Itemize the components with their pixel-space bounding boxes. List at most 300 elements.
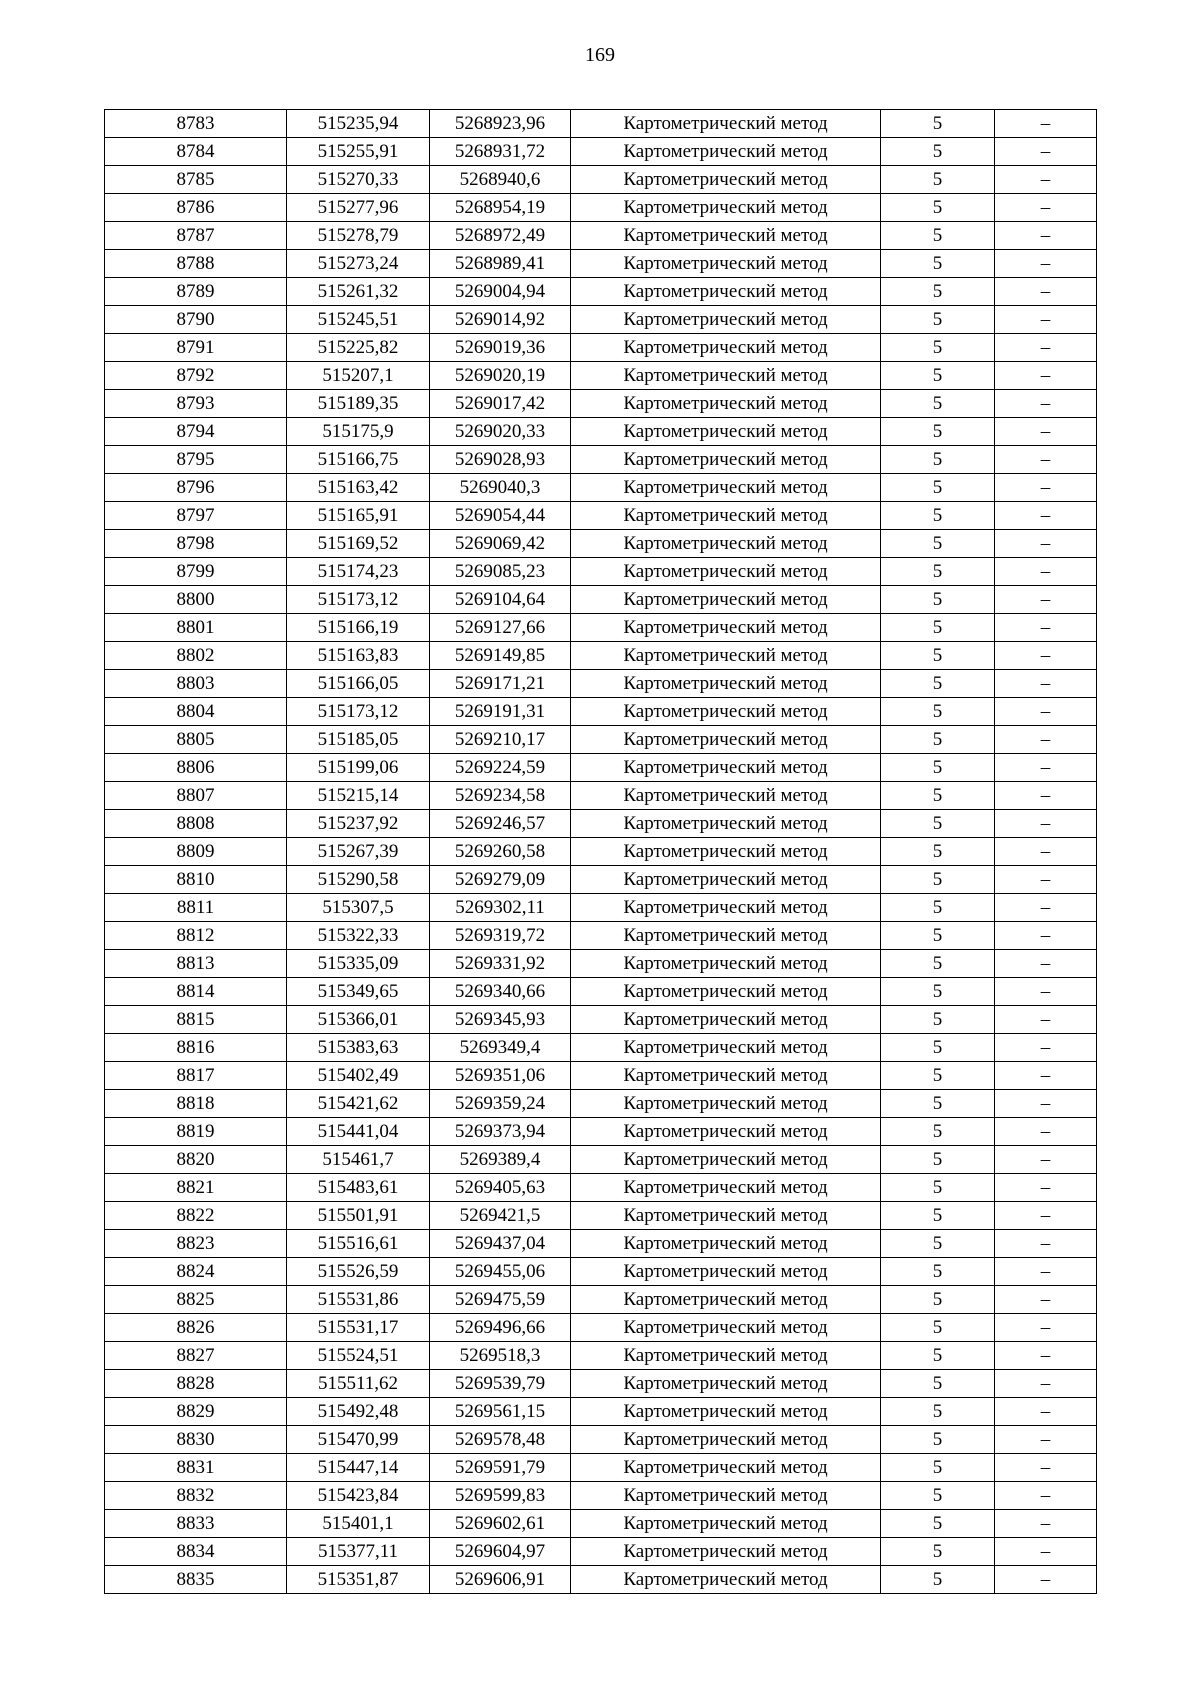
point-number-cell: 8821 bbox=[105, 1174, 287, 1202]
table-row bbox=[105, 474, 1097, 502]
table-row bbox=[105, 446, 1097, 474]
y-coordinate-cell: 5268989,41 bbox=[430, 250, 571, 278]
description-cell: – bbox=[995, 222, 1097, 250]
point-number-cell: 8810 bbox=[105, 866, 287, 894]
y-coordinate-cell: 5268972,49 bbox=[430, 222, 571, 250]
table-row bbox=[105, 558, 1097, 586]
description-cell: – bbox=[995, 1286, 1097, 1314]
x-coordinate-cell: 515531,86 bbox=[287, 1286, 430, 1314]
description-cell: – bbox=[995, 278, 1097, 306]
description-cell: – bbox=[995, 894, 1097, 922]
method-cell: Картометрический метод bbox=[571, 390, 881, 418]
table-row bbox=[105, 1258, 1097, 1286]
x-coordinate-cell: 515290,58 bbox=[287, 866, 430, 894]
method-cell: Картометрический метод bbox=[571, 418, 881, 446]
y-coordinate-cell: 5269260,58 bbox=[430, 838, 571, 866]
table-row bbox=[105, 586, 1097, 614]
accuracy-cell: 5 bbox=[881, 1146, 995, 1174]
method-cell: Картометрический метод bbox=[571, 950, 881, 978]
y-coordinate-cell: 5269373,94 bbox=[430, 1118, 571, 1146]
point-number-cell: 8796 bbox=[105, 474, 287, 502]
method-cell: Картометрический метод bbox=[571, 1034, 881, 1062]
method-cell: Картометрический метод bbox=[571, 1370, 881, 1398]
description-cell: – bbox=[995, 922, 1097, 950]
x-coordinate-cell: 515349,65 bbox=[287, 978, 430, 1006]
x-coordinate-cell: 515526,59 bbox=[287, 1258, 430, 1286]
method-cell: Картометрический метод bbox=[571, 782, 881, 810]
table-row bbox=[105, 894, 1097, 922]
method-cell: Картометрический метод bbox=[571, 1090, 881, 1118]
description-cell: – bbox=[995, 1090, 1097, 1118]
method-cell: Картометрический метод bbox=[571, 474, 881, 502]
x-coordinate-cell: 515402,49 bbox=[287, 1062, 430, 1090]
point-number-cell: 8801 bbox=[105, 614, 287, 642]
description-cell: – bbox=[995, 138, 1097, 166]
point-number-cell: 8790 bbox=[105, 306, 287, 334]
table-row bbox=[105, 1426, 1097, 1454]
table-row bbox=[105, 1454, 1097, 1482]
accuracy-cell: 5 bbox=[881, 1510, 995, 1538]
x-coordinate-cell: 515169,52 bbox=[287, 530, 430, 558]
table-row bbox=[105, 194, 1097, 222]
description-cell: – bbox=[995, 1426, 1097, 1454]
description-cell: – bbox=[995, 1510, 1097, 1538]
accuracy-cell: 5 bbox=[881, 194, 995, 222]
accuracy-cell: 5 bbox=[881, 950, 995, 978]
description-cell: – bbox=[995, 810, 1097, 838]
coordinates-table bbox=[104, 109, 1097, 1594]
y-coordinate-cell: 5268954,19 bbox=[430, 194, 571, 222]
method-cell: Картометрический метод bbox=[571, 194, 881, 222]
accuracy-cell: 5 bbox=[881, 530, 995, 558]
point-number-cell: 8783 bbox=[105, 110, 287, 138]
method-cell: Картометрический метод bbox=[571, 362, 881, 390]
x-coordinate-cell: 515199,06 bbox=[287, 754, 430, 782]
y-coordinate-cell: 5269351,06 bbox=[430, 1062, 571, 1090]
x-coordinate-cell: 515447,14 bbox=[287, 1454, 430, 1482]
point-number-cell: 8792 bbox=[105, 362, 287, 390]
table-row bbox=[105, 922, 1097, 950]
x-coordinate-cell: 515335,09 bbox=[287, 950, 430, 978]
x-coordinate-cell: 515524,51 bbox=[287, 1342, 430, 1370]
method-cell: Картометрический метод bbox=[571, 698, 881, 726]
point-number-cell: 8820 bbox=[105, 1146, 287, 1174]
y-coordinate-cell: 5269279,09 bbox=[430, 866, 571, 894]
y-coordinate-cell: 5269085,23 bbox=[430, 558, 571, 586]
description-cell: – bbox=[995, 1482, 1097, 1510]
y-coordinate-cell: 5269405,63 bbox=[430, 1174, 571, 1202]
table-row bbox=[105, 782, 1097, 810]
accuracy-cell: 5 bbox=[881, 1398, 995, 1426]
point-number-cell: 8825 bbox=[105, 1286, 287, 1314]
method-cell: Картометрический метод bbox=[571, 250, 881, 278]
y-coordinate-cell: 5269319,72 bbox=[430, 922, 571, 950]
accuracy-cell: 5 bbox=[881, 1202, 995, 1230]
description-cell: – bbox=[995, 754, 1097, 782]
accuracy-cell: 5 bbox=[881, 1034, 995, 1062]
x-coordinate-cell: 515516,61 bbox=[287, 1230, 430, 1258]
point-number-cell: 8823 bbox=[105, 1230, 287, 1258]
y-coordinate-cell: 5269349,4 bbox=[430, 1034, 571, 1062]
accuracy-cell: 5 bbox=[881, 1538, 995, 1566]
y-coordinate-cell: 5269455,06 bbox=[430, 1258, 571, 1286]
point-number-cell: 8802 bbox=[105, 642, 287, 670]
point-number-cell: 8831 bbox=[105, 1454, 287, 1482]
method-cell: Картометрический метод bbox=[571, 866, 881, 894]
accuracy-cell: 5 bbox=[881, 1454, 995, 1482]
x-coordinate-cell: 515173,12 bbox=[287, 698, 430, 726]
point-number-cell: 8797 bbox=[105, 502, 287, 530]
point-number-cell: 8817 bbox=[105, 1062, 287, 1090]
table-row bbox=[105, 1510, 1097, 1538]
method-cell: Картометрический метод bbox=[571, 1314, 881, 1342]
method-cell: Картометрический метод bbox=[571, 1482, 881, 1510]
accuracy-cell: 5 bbox=[881, 838, 995, 866]
x-coordinate-cell: 515237,92 bbox=[287, 810, 430, 838]
description-cell: – bbox=[995, 474, 1097, 502]
coordinates-table-body bbox=[105, 110, 1097, 1594]
method-cell: Картометрический метод bbox=[571, 1538, 881, 1566]
method-cell: Картометрический метод bbox=[571, 446, 881, 474]
x-coordinate-cell: 515273,24 bbox=[287, 250, 430, 278]
y-coordinate-cell: 5269149,85 bbox=[430, 642, 571, 670]
table-row bbox=[105, 810, 1097, 838]
description-cell: – bbox=[995, 1258, 1097, 1286]
x-coordinate-cell: 515267,39 bbox=[287, 838, 430, 866]
y-coordinate-cell: 5269599,83 bbox=[430, 1482, 571, 1510]
method-cell: Картометрический метод bbox=[571, 530, 881, 558]
x-coordinate-cell: 515501,91 bbox=[287, 1202, 430, 1230]
y-coordinate-cell: 5269345,93 bbox=[430, 1006, 571, 1034]
table-row bbox=[105, 362, 1097, 390]
description-cell: – bbox=[995, 978, 1097, 1006]
accuracy-cell: 5 bbox=[881, 502, 995, 530]
table-row bbox=[105, 1286, 1097, 1314]
description-cell: – bbox=[995, 1034, 1097, 1062]
description-cell: – bbox=[995, 782, 1097, 810]
y-coordinate-cell: 5269017,42 bbox=[430, 390, 571, 418]
description-cell: – bbox=[995, 390, 1097, 418]
point-number-cell: 8816 bbox=[105, 1034, 287, 1062]
x-coordinate-cell: 515261,32 bbox=[287, 278, 430, 306]
x-coordinate-cell: 515483,61 bbox=[287, 1174, 430, 1202]
x-coordinate-cell: 515351,87 bbox=[287, 1566, 430, 1594]
point-number-cell: 8805 bbox=[105, 726, 287, 754]
table-row bbox=[105, 754, 1097, 782]
table-row bbox=[105, 978, 1097, 1006]
point-number-cell: 8800 bbox=[105, 586, 287, 614]
method-cell: Картометрический метод bbox=[571, 278, 881, 306]
x-coordinate-cell: 515270,33 bbox=[287, 166, 430, 194]
description-cell: – bbox=[995, 1538, 1097, 1566]
accuracy-cell: 5 bbox=[881, 1342, 995, 1370]
x-coordinate-cell: 515383,63 bbox=[287, 1034, 430, 1062]
point-number-cell: 8793 bbox=[105, 390, 287, 418]
accuracy-cell: 5 bbox=[881, 418, 995, 446]
x-coordinate-cell: 515421,62 bbox=[287, 1090, 430, 1118]
accuracy-cell: 5 bbox=[881, 558, 995, 586]
point-number-cell: 8795 bbox=[105, 446, 287, 474]
point-number-cell: 8811 bbox=[105, 894, 287, 922]
table-row bbox=[105, 1314, 1097, 1342]
y-coordinate-cell: 5269561,15 bbox=[430, 1398, 571, 1426]
description-cell: – bbox=[995, 362, 1097, 390]
accuracy-cell: 5 bbox=[881, 1090, 995, 1118]
accuracy-cell: 5 bbox=[881, 1062, 995, 1090]
accuracy-cell: 5 bbox=[881, 390, 995, 418]
y-coordinate-cell: 5269054,44 bbox=[430, 502, 571, 530]
point-number-cell: 8835 bbox=[105, 1566, 287, 1594]
x-coordinate-cell: 515461,7 bbox=[287, 1146, 430, 1174]
table-row bbox=[105, 1398, 1097, 1426]
method-cell: Картометрический метод bbox=[571, 1202, 881, 1230]
y-coordinate-cell: 5269019,36 bbox=[430, 334, 571, 362]
x-coordinate-cell: 515173,12 bbox=[287, 586, 430, 614]
table-row bbox=[105, 390, 1097, 418]
method-cell: Картометрический метод bbox=[571, 810, 881, 838]
y-coordinate-cell: 5269028,93 bbox=[430, 446, 571, 474]
table-row bbox=[105, 670, 1097, 698]
table-row bbox=[105, 726, 1097, 754]
accuracy-cell: 5 bbox=[881, 1230, 995, 1258]
x-coordinate-cell: 515225,82 bbox=[287, 334, 430, 362]
description-cell: – bbox=[995, 698, 1097, 726]
x-coordinate-cell: 515255,91 bbox=[287, 138, 430, 166]
method-cell: Картометрический метод bbox=[571, 922, 881, 950]
y-coordinate-cell: 5269004,94 bbox=[430, 278, 571, 306]
method-cell: Картометрический метод bbox=[571, 1510, 881, 1538]
point-number-cell: 8834 bbox=[105, 1538, 287, 1566]
x-coordinate-cell: 515377,11 bbox=[287, 1538, 430, 1566]
description-cell: – bbox=[995, 502, 1097, 530]
y-coordinate-cell: 5269604,97 bbox=[430, 1538, 571, 1566]
y-coordinate-cell: 5269191,31 bbox=[430, 698, 571, 726]
y-coordinate-cell: 5268940,6 bbox=[430, 166, 571, 194]
y-coordinate-cell: 5269224,59 bbox=[430, 754, 571, 782]
y-coordinate-cell: 5269302,11 bbox=[430, 894, 571, 922]
table-row bbox=[105, 866, 1097, 894]
table-row bbox=[105, 1342, 1097, 1370]
point-number-cell: 8827 bbox=[105, 1342, 287, 1370]
table-row bbox=[105, 502, 1097, 530]
accuracy-cell: 5 bbox=[881, 810, 995, 838]
x-coordinate-cell: 515165,91 bbox=[287, 502, 430, 530]
table-row bbox=[105, 306, 1097, 334]
description-cell: – bbox=[995, 642, 1097, 670]
y-coordinate-cell: 5269437,04 bbox=[430, 1230, 571, 1258]
description-cell: – bbox=[995, 1174, 1097, 1202]
accuracy-cell: 5 bbox=[881, 222, 995, 250]
y-coordinate-cell: 5269602,61 bbox=[430, 1510, 571, 1538]
method-cell: Картометрический метод bbox=[571, 1258, 881, 1286]
table-row bbox=[105, 1230, 1097, 1258]
accuracy-cell: 5 bbox=[881, 446, 995, 474]
description-cell: – bbox=[995, 334, 1097, 362]
y-coordinate-cell: 5269340,66 bbox=[430, 978, 571, 1006]
description-cell: – bbox=[995, 838, 1097, 866]
point-number-cell: 8806 bbox=[105, 754, 287, 782]
y-coordinate-cell: 5269104,64 bbox=[430, 586, 571, 614]
point-number-cell: 8829 bbox=[105, 1398, 287, 1426]
point-number-cell: 8832 bbox=[105, 1482, 287, 1510]
y-coordinate-cell: 5268931,72 bbox=[430, 138, 571, 166]
table-row bbox=[105, 530, 1097, 558]
table-row bbox=[105, 642, 1097, 670]
table-row bbox=[105, 838, 1097, 866]
table-row bbox=[105, 614, 1097, 642]
y-coordinate-cell: 5269331,92 bbox=[430, 950, 571, 978]
accuracy-cell: 5 bbox=[881, 894, 995, 922]
point-number-cell: 8815 bbox=[105, 1006, 287, 1034]
method-cell: Картометрический метод bbox=[571, 110, 881, 138]
y-coordinate-cell: 5269069,42 bbox=[430, 530, 571, 558]
x-coordinate-cell: 515245,51 bbox=[287, 306, 430, 334]
accuracy-cell: 5 bbox=[881, 250, 995, 278]
description-cell: – bbox=[995, 670, 1097, 698]
method-cell: Картометрический метод bbox=[571, 306, 881, 334]
accuracy-cell: 5 bbox=[881, 698, 995, 726]
x-coordinate-cell: 515235,94 bbox=[287, 110, 430, 138]
point-number-cell: 8818 bbox=[105, 1090, 287, 1118]
x-coordinate-cell: 515175,9 bbox=[287, 418, 430, 446]
point-number-cell: 8804 bbox=[105, 698, 287, 726]
y-coordinate-cell: 5269040,3 bbox=[430, 474, 571, 502]
point-number-cell: 8809 bbox=[105, 838, 287, 866]
method-cell: Картометрический метод bbox=[571, 502, 881, 530]
point-number-cell: 8812 bbox=[105, 922, 287, 950]
point-number-cell: 8824 bbox=[105, 1258, 287, 1286]
point-number-cell: 8799 bbox=[105, 558, 287, 586]
description-cell: – bbox=[995, 1230, 1097, 1258]
y-coordinate-cell: 5269591,79 bbox=[430, 1454, 571, 1482]
description-cell: – bbox=[995, 446, 1097, 474]
point-number-cell: 8786 bbox=[105, 194, 287, 222]
description-cell: – bbox=[995, 1118, 1097, 1146]
description-cell: – bbox=[995, 1006, 1097, 1034]
method-cell: Картометрический метод bbox=[571, 586, 881, 614]
table-row bbox=[105, 278, 1097, 306]
y-coordinate-cell: 5269539,79 bbox=[430, 1370, 571, 1398]
method-cell: Картометрический метод bbox=[571, 614, 881, 642]
point-number-cell: 8788 bbox=[105, 250, 287, 278]
accuracy-cell: 5 bbox=[881, 1314, 995, 1342]
x-coordinate-cell: 515492,48 bbox=[287, 1398, 430, 1426]
accuracy-cell: 5 bbox=[881, 614, 995, 642]
table-row bbox=[105, 334, 1097, 362]
description-cell: – bbox=[995, 726, 1097, 754]
point-number-cell: 8803 bbox=[105, 670, 287, 698]
point-number-cell: 8798 bbox=[105, 530, 287, 558]
point-number-cell: 8808 bbox=[105, 810, 287, 838]
method-cell: Картометрический метод bbox=[571, 670, 881, 698]
table-row bbox=[105, 1034, 1097, 1062]
method-cell: Картометрический метод bbox=[571, 1342, 881, 1370]
x-coordinate-cell: 515401,1 bbox=[287, 1510, 430, 1538]
y-coordinate-cell: 5269496,66 bbox=[430, 1314, 571, 1342]
y-coordinate-cell: 5269246,57 bbox=[430, 810, 571, 838]
table-row bbox=[105, 1370, 1097, 1398]
method-cell: Картометрический метод bbox=[571, 334, 881, 362]
method-cell: Картометрический метод bbox=[571, 1006, 881, 1034]
table-row bbox=[105, 1202, 1097, 1230]
method-cell: Картометрический метод bbox=[571, 1146, 881, 1174]
y-coordinate-cell: 5269606,91 bbox=[430, 1566, 571, 1594]
table-row bbox=[105, 1118, 1097, 1146]
y-coordinate-cell: 5269578,48 bbox=[430, 1426, 571, 1454]
table-row bbox=[105, 1062, 1097, 1090]
accuracy-cell: 5 bbox=[881, 110, 995, 138]
method-cell: Картометрический метод bbox=[571, 1426, 881, 1454]
method-cell: Картометрический метод bbox=[571, 558, 881, 586]
x-coordinate-cell: 515166,75 bbox=[287, 446, 430, 474]
accuracy-cell: 5 bbox=[881, 1174, 995, 1202]
point-number-cell: 8787 bbox=[105, 222, 287, 250]
x-coordinate-cell: 515366,01 bbox=[287, 1006, 430, 1034]
x-coordinate-cell: 515511,62 bbox=[287, 1370, 430, 1398]
point-number-cell: 8819 bbox=[105, 1118, 287, 1146]
accuracy-cell: 5 bbox=[881, 726, 995, 754]
y-coordinate-cell: 5269518,3 bbox=[430, 1342, 571, 1370]
method-cell: Картометрический метод bbox=[571, 1398, 881, 1426]
accuracy-cell: 5 bbox=[881, 1258, 995, 1286]
description-cell: – bbox=[995, 194, 1097, 222]
description-cell: – bbox=[995, 1454, 1097, 1482]
accuracy-cell: 5 bbox=[881, 166, 995, 194]
table-row bbox=[105, 950, 1097, 978]
method-cell: Картометрический метод bbox=[571, 1174, 881, 1202]
accuracy-cell: 5 bbox=[881, 586, 995, 614]
x-coordinate-cell: 515166,19 bbox=[287, 614, 430, 642]
method-cell: Картометрический метод bbox=[571, 894, 881, 922]
point-number-cell: 8794 bbox=[105, 418, 287, 446]
accuracy-cell: 5 bbox=[881, 1286, 995, 1314]
x-coordinate-cell: 515163,42 bbox=[287, 474, 430, 502]
y-coordinate-cell: 5269421,5 bbox=[430, 1202, 571, 1230]
x-coordinate-cell: 515207,1 bbox=[287, 362, 430, 390]
y-coordinate-cell: 5269389,4 bbox=[430, 1146, 571, 1174]
accuracy-cell: 5 bbox=[881, 306, 995, 334]
point-number-cell: 8784 bbox=[105, 138, 287, 166]
point-number-cell: 8814 bbox=[105, 978, 287, 1006]
y-coordinate-cell: 5269127,66 bbox=[430, 614, 571, 642]
point-number-cell: 8826 bbox=[105, 1314, 287, 1342]
description-cell: – bbox=[995, 866, 1097, 894]
method-cell: Картометрический метод bbox=[571, 1286, 881, 1314]
accuracy-cell: 5 bbox=[881, 866, 995, 894]
description-cell: – bbox=[995, 1146, 1097, 1174]
y-coordinate-cell: 5269020,19 bbox=[430, 362, 571, 390]
method-cell: Картометрический метод bbox=[571, 754, 881, 782]
method-cell: Картометрический метод bbox=[571, 1230, 881, 1258]
description-cell: – bbox=[995, 110, 1097, 138]
accuracy-cell: 5 bbox=[881, 362, 995, 390]
table-row bbox=[105, 1174, 1097, 1202]
description-cell: – bbox=[995, 306, 1097, 334]
table-row bbox=[105, 1482, 1097, 1510]
x-coordinate-cell: 515215,14 bbox=[287, 782, 430, 810]
method-cell: Картометрический метод bbox=[571, 222, 881, 250]
accuracy-cell: 5 bbox=[881, 278, 995, 306]
table-row bbox=[105, 1090, 1097, 1118]
accuracy-cell: 5 bbox=[881, 334, 995, 362]
description-cell: – bbox=[995, 250, 1097, 278]
accuracy-cell: 5 bbox=[881, 978, 995, 1006]
method-cell: Картометрический метод bbox=[571, 1566, 881, 1594]
point-number-cell: 8828 bbox=[105, 1370, 287, 1398]
method-cell: Картометрический метод bbox=[571, 642, 881, 670]
description-cell: – bbox=[995, 614, 1097, 642]
description-cell: – bbox=[995, 1342, 1097, 1370]
